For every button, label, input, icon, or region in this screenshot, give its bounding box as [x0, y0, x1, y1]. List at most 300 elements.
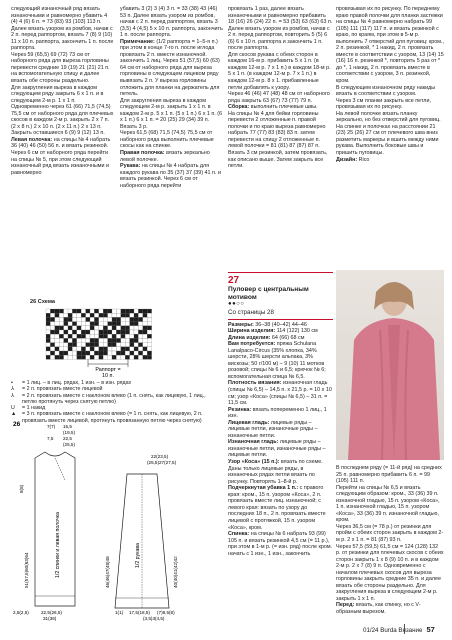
chart-cell — [50, 351, 54, 355]
chart-cell — [143, 334, 147, 338]
chart-cell — [99, 330, 103, 334]
chart-cell — [68, 355, 72, 359]
chart-cell — [46, 343, 50, 347]
chart-cell — [81, 317, 85, 321]
chart-cell — [55, 322, 59, 326]
chart-cell — [64, 343, 68, 347]
chart-cell — [99, 343, 103, 347]
chart-cell — [147, 330, 151, 334]
paragraph — [228, 439, 333, 459]
chart-cell — [59, 338, 63, 342]
chart-cell — [125, 317, 129, 321]
paragraph — [336, 544, 444, 603]
paragraph — [120, 98, 223, 124]
chart-cell — [59, 334, 63, 338]
paragraph — [228, 341, 333, 380]
chart-cell — [50, 347, 54, 351]
chart-cell — [99, 338, 103, 342]
paragraph — [228, 26, 333, 52]
chart-cell — [94, 330, 98, 334]
chart-cell — [103, 309, 107, 313]
paragraph-text: Для закругления выреза в каждом следующем 2-м р. закрыть 1 х 1 п. в каждом 2-м р. 5 х 1 п. (5 х 1 п.) 6 х 1 п. (6 х 1 п.) 6 х 1 п. = 20 (25) 29 (34) 39 п. — [120, 97, 223, 124]
paragraph — [336, 98, 444, 111]
svg-text:22(23,5): 22(23,5) — [151, 454, 169, 459]
chart-cell — [50, 334, 54, 338]
paragraph — [11, 104, 115, 137]
chart-cell — [81, 347, 85, 351]
svg-text:(7)9,5(8): (7)9,5(8) — [157, 610, 175, 615]
paragraph — [336, 6, 444, 85]
legend-symbol-icon: U — [11, 405, 15, 412]
paragraph-text: Rico — [357, 156, 370, 163]
chart-cell — [81, 322, 85, 326]
paragraph — [11, 52, 115, 85]
paragraph — [336, 602, 444, 615]
chart-cell — [134, 317, 138, 321]
paragraph-heading: Плотность вязания: — [228, 380, 282, 387]
chart-cell — [138, 334, 142, 338]
chart-cell — [138, 347, 142, 351]
chart-cell — [90, 330, 94, 334]
chart-cell — [121, 355, 125, 359]
chart-cell — [86, 309, 90, 313]
chart-cell — [46, 309, 50, 313]
svg-text:15,5: 15,5 — [63, 424, 72, 429]
pattern-27-section — [228, 270, 333, 557]
paragraph-heading: Сборка: — [228, 104, 250, 111]
paragraph-heading: Подчеркнутая убавка 1 п.: — [228, 485, 299, 492]
chart-cell — [116, 338, 120, 342]
chart-cell — [64, 313, 68, 317]
chart-cell — [64, 326, 68, 330]
chart-cell — [50, 317, 54, 321]
pattern-diagram — [11, 418, 226, 628]
issue-label: 01/24 Burda Вязание — [363, 627, 423, 634]
paragraph-text: с правого края: кром., 15 п. узором «Коса», 2 п. провязать вместе лиц. изнаночной; с левого края: вязать по узору до последних 18 п., 2 п. провязать вместе лицевой с протяжкой, 15 п. узором «Коса», кром. — [228, 485, 326, 531]
chart-cell — [59, 309, 63, 313]
chart-cell — [138, 309, 142, 313]
paragraph — [228, 420, 333, 440]
chart-cell — [134, 334, 138, 338]
paragraph — [336, 524, 444, 544]
paragraph — [336, 124, 444, 157]
paragraph-text: на спицы № 6 набрать 93 (99) 105 п. и вязать резинкой 4,5 см (= 11 р.), при этом в 1-м р. (= изн. ряд) после кром. начать с 1 изн., 1 изн., закончить — [228, 531, 333, 557]
text-column-2 — [120, 6, 223, 189]
chart-cell — [121, 351, 125, 355]
paragraph-text: 36–38 (40–42) 44–46 — [253, 321, 307, 328]
schema-title: 26 Схема — [30, 299, 55, 305]
chart-cell — [50, 309, 54, 313]
chart-cell — [112, 351, 116, 355]
chart-cell — [46, 355, 50, 359]
chart-cell — [81, 351, 85, 355]
chart-cell — [116, 322, 120, 326]
chart-cell — [147, 322, 151, 326]
chart-cell — [99, 347, 103, 351]
chart-cell — [46, 317, 50, 321]
chart-cell — [59, 317, 63, 321]
chart-cell — [94, 351, 98, 355]
chart-cell — [112, 334, 116, 338]
chart-cell — [46, 351, 50, 355]
svg-text:40(40)41(42)42: 40(40)41(42)42 — [173, 556, 178, 588]
chart-cell — [134, 330, 138, 334]
chart-cell — [81, 355, 85, 359]
chart-cell — [90, 313, 94, 317]
legend-text: = 1 лиц. – в лиц. рядах, 1 изн. – в изн. рядах — [22, 380, 132, 386]
chart-cell — [94, 334, 98, 338]
pattern-27-instructions — [228, 322, 333, 558]
chart-cell — [64, 309, 68, 313]
chart-cell — [68, 330, 72, 334]
chart-cell — [68, 322, 72, 326]
chart-cell — [134, 313, 138, 317]
paragraph-text: На спинке и полочках на расстоянии 21 (23) 25 (26) 27 см от плечевого шва вниз разметить маркеры и вшить между ними рукава. Выполнить боковые швы и пришить пуговицы. — [336, 123, 439, 157]
chart-cell — [108, 330, 112, 334]
chart-cell — [138, 317, 142, 321]
paragraph-text: 64 (66) 68 см — [270, 334, 305, 341]
paragraph-text: Для закругления выреза в каждом следующем ряду закрыть 6 х 1 п. и в следующем 2-м р. 1 х 1 п. — [11, 84, 104, 104]
paragraph — [228, 459, 333, 485]
chart-cell — [112, 309, 116, 313]
paragraph-text: Через 59 (65,5) 69 (72) 73 см от наборного ряда для выреза горловины перевести средние 19 (19) 21 (21) 21 п. на вспомогательную спицу и далее вязать обе стороны раздельно. — [11, 51, 110, 85]
chart-cell — [68, 313, 72, 317]
chart-cell — [59, 355, 63, 359]
knitting-chart — [36, 307, 186, 384]
chart-cell — [125, 338, 129, 342]
chart-cell — [99, 326, 103, 330]
chart-cell — [103, 347, 107, 351]
chart-cell — [59, 351, 63, 355]
paragraph — [336, 465, 444, 485]
chart-cell — [81, 326, 85, 330]
paragraph-text: на спицы № 4 набрать 36 (40) 46 (50) 56 п. и вязать резинкой. — [11, 136, 111, 150]
chart-cell — [147, 343, 151, 347]
chart-cell — [121, 334, 125, 338]
chart-cell — [68, 309, 72, 313]
chart-cell — [108, 313, 112, 317]
chart-cell — [125, 330, 129, 334]
paragraph-heading: Ширина изделия: — [228, 328, 276, 335]
chart-cell — [130, 351, 134, 355]
paragraph-text: 114 (122) 130 см — [275, 328, 318, 335]
chart-cell — [130, 338, 134, 342]
paragraph — [120, 130, 223, 150]
text-column-4 — [336, 6, 444, 163]
chart-cell — [55, 338, 59, 342]
chart-cell — [72, 351, 76, 355]
legend-text: = 2 п. провязать вместе с наклоном влево (1 п. снять, как лицевую, 1 лиц., петлю протянуть через снятую петлю) — [22, 392, 206, 405]
chart-cell — [68, 317, 72, 321]
paragraph — [228, 407, 333, 420]
chart-cell — [112, 317, 116, 321]
chart-cell — [125, 326, 129, 330]
chart-cell — [143, 351, 147, 355]
difficulty-level: ●●○○ — [228, 301, 245, 307]
chart-cell — [55, 317, 59, 321]
paragraph — [120, 150, 223, 163]
chart-cell — [50, 322, 54, 326]
chart-cell — [55, 347, 59, 351]
chart-cell — [68, 326, 72, 330]
paragraph — [228, 531, 333, 557]
paragraph — [11, 150, 115, 176]
chart-cell — [103, 322, 107, 326]
chart-cell — [138, 338, 142, 342]
paragraph-text: Через 3 см планки закрыть все петли, провязывая их по рисунку. — [336, 97, 431, 111]
paragraph — [228, 91, 333, 104]
chart-cell — [81, 338, 85, 342]
chart-cell — [112, 330, 116, 334]
paragraph-text: лицевые ряды – изнаночные петли, изнаночные ряды – лицевые петли. — [228, 439, 326, 459]
chart-cell — [72, 347, 76, 351]
paragraph-text: провязывая их по рисунку. По переднему краю правой полочки для планки застежки на спицы № 4 равномерно набрать 99 (105) 111 (117) 117 п. и вязать резинкой с краю, по краям, при этом в 5-м р. выполнить 7 отверстий для пуговиц: кром., 2 п. резинкой, * 1 накид, 2 п. провязать вместе в соответствии с узором, 13 (14) 15 (16) 16 п. резинкой *, повторить 5 раз от * до *, 1 накид, 2 п. провязать вместе в соответствии с узором, 3 п. резинкой, кром. — [336, 6, 444, 85]
chart-cell — [46, 347, 50, 351]
legend-text: = 1 накид — [22, 405, 46, 412]
model-photo — [336, 270, 444, 460]
paragraph-text: Для скосов рукава с обеих сторон в каждом 16-м р. прибавить 5 х 1 п. (в каждом 12-м р. 7 х 1 п.) в каждом 18-м р. 5 х 1 п. (в каждом 12-м р. 7 х 1 п.) в каждом 12-м р. 8 х 1. прибавленные петли добавлять к узору. — [228, 51, 331, 91]
paragraph-heading: Перед: — [336, 602, 355, 609]
svg-text:1(1): 1(1) — [115, 610, 124, 615]
chart-cell — [147, 351, 151, 355]
chart-cell — [138, 355, 142, 359]
paragraph-text: На левой полочке вязать планку зеркально, но без отверстий для пуговиц. — [336, 110, 441, 124]
chart-cell — [72, 355, 76, 359]
chart-cell — [59, 347, 63, 351]
chart-cell — [55, 330, 59, 334]
chart-cell — [147, 309, 151, 313]
paragraph-text: Через 46 (46) 47 (48) 48 см от наборного ряда закрыть 63 (67) 73 (77) 79 п. — [228, 91, 330, 104]
svg-text:(25,5): (25,5) — [63, 442, 76, 447]
pattern-diagram-svg — [11, 418, 226, 623]
front-height: 51(57,5)60(63)64 — [24, 552, 29, 588]
chart-cell — [121, 330, 125, 334]
paragraph-text: Через 6 см от наборного ряда перейти на спицы № 5, при этом следующий изнаночный ряд вязать изнаночными и равномерно — [11, 150, 110, 176]
paragraph-text: В следующем изнаночном ряду накиды вязать в соответствии с узором. — [336, 84, 436, 98]
chart-cell — [77, 334, 81, 338]
paragraph-heading: Примечание: — [120, 38, 155, 45]
chart-cell — [103, 317, 107, 321]
chart-cell — [86, 322, 90, 326]
paragraph-heading: Спинка: — [228, 531, 250, 538]
chart-cell — [112, 326, 116, 330]
chart-cell — [99, 309, 103, 313]
paragraph — [228, 6, 333, 26]
chart-cell — [143, 355, 147, 359]
paragraph-text: убавить 3 (2) 3 (4) 3 п. = 33 (38) 43 (46) 53 п. Далее вязать узором из ромбов, начав с 2 п. перед раппортом, вязать 3 (3,5) 4 (4,5) 5 х 10 п. раппорта, закончить 1 п. после раппорта. — [120, 6, 223, 39]
chart-cell — [99, 317, 103, 321]
paragraph-text: выполнить плечевые швы. — [249, 104, 318, 111]
chart-cell — [94, 326, 98, 330]
chart-cell — [138, 313, 142, 317]
chart-cell — [108, 309, 112, 313]
chart-cell — [125, 343, 129, 347]
front-label: 1/2 спинки и левая полочка — [55, 512, 61, 578]
chart-cell — [134, 347, 138, 351]
paragraph — [228, 111, 333, 170]
paragraph-heading: Правая полочка: — [120, 150, 165, 157]
chart-cell — [143, 317, 147, 321]
chart-cell — [121, 338, 125, 342]
chart-cell — [112, 347, 116, 351]
chart-cell — [108, 322, 112, 326]
chart-cell — [50, 338, 54, 342]
chart-cell — [125, 334, 129, 338]
chart-cell — [130, 334, 134, 338]
paragraph-text: следующий изнаночный ряд вязать изнаночными и равномерно убавить 4 (4) 4 (6) 6 п. = 73 (83) 93 (103) 113 п. — [11, 6, 108, 26]
paragraph-text: вязать, как спинку, но с V-образным вырезом. — [336, 602, 421, 616]
chart-cell — [138, 322, 142, 326]
chart-cell — [116, 313, 120, 317]
chart-cell — [64, 330, 68, 334]
chart-cell — [59, 313, 63, 317]
section-rule — [228, 272, 333, 273]
paragraph-text: провязать 1 раз, далее вязать изнаночными и равномерно прибавить 18 (16) 26 (24) 22 п. = 53 (53) 63 (63) 63 п. — [228, 6, 333, 26]
chart-cell — [138, 326, 142, 330]
chart-cell — [121, 322, 125, 326]
chart-cell — [134, 309, 138, 313]
chart-cell — [50, 355, 54, 359]
chart-cell — [130, 343, 134, 347]
paragraph-text: Далее вязать узором из ромбов, начав с 2 п. перед раппортом, вязать 7 (8) 9 (10) 11 х 10 п. раппорта, закончить 1 п. после раппорта. — [11, 25, 114, 52]
paragraph-text: изнаночная гладь (спицы № 6,5) – 14,5 п. x 21,5 р. = 10 х 10 см; узор «Коса» (спицы № 6,5) – 31 п. = 11,5 см. — [228, 380, 332, 407]
chart-cell — [130, 313, 134, 317]
chart-cell — [125, 313, 129, 317]
chart-cell — [138, 330, 142, 334]
chart-cell — [90, 355, 94, 359]
paragraph-heading: Лицевая гладь: — [228, 419, 270, 426]
pages-reference: Со страницы 28 — [228, 308, 274, 316]
chart-cell — [50, 330, 54, 334]
chart-cell — [86, 313, 90, 317]
svg-text:(25,5)27(27,5): (25,5)27(27,5) — [147, 460, 177, 465]
chart-cell — [116, 343, 120, 347]
chart-cell — [108, 326, 112, 330]
text-column-1 — [11, 6, 115, 176]
chart-cell — [90, 322, 94, 326]
chart-cell — [77, 338, 81, 342]
chart-cell — [77, 322, 81, 326]
paragraph-text: Через 57,5 (59,5) 61,5 см = 124 (128) 132 р. от резинки для плечевых скосов с обеих сторон закрыть 1 х 8 (9) 10 п. и в каждом 2-м р. 2 х 7 (8) 9 п. Одновременно с началом плечевых скосов для выреза горловины закрыть средние 35 п. и далее вязать обе стороны раздельно. Для закругления выреза в следующем 2-м р. закрыть 1 х 1 п. — [336, 543, 444, 602]
chart-cell — [55, 309, 59, 313]
chart-cell — [64, 355, 68, 359]
chart-cell — [121, 317, 125, 321]
chart-cell — [130, 309, 134, 313]
legend-symbol-icon: ⅄ — [11, 386, 15, 393]
svg-text:7,5: 7,5 — [47, 436, 54, 441]
chart-cell — [81, 343, 85, 347]
chart-cell — [99, 313, 103, 317]
paragraph — [336, 485, 444, 524]
paragraph — [228, 52, 333, 91]
chart-cell — [86, 334, 90, 338]
chart-cell — [72, 338, 76, 342]
chart-cell — [134, 355, 138, 359]
chart-cell — [143, 326, 147, 330]
chart-cell — [86, 330, 90, 334]
chart-cell — [143, 338, 147, 342]
legend-symbol-icon: ▪ — [11, 380, 13, 386]
chart-cell — [143, 313, 147, 317]
chart-cell — [50, 326, 54, 330]
chart-cell — [94, 347, 98, 351]
page-number: 57 — [426, 625, 435, 634]
chart-cell — [90, 326, 94, 330]
paragraph-text: Через 61,5 (68) 71,5 (74,5) 75,5 см от наборного ряда выполнить плечевые скосы как на спинке. — [120, 130, 214, 150]
paragraph-text: Вязать 3 р. — [120, 123, 148, 130]
paragraph-text: В последнем ряду (= 11-й ряд) на средних 25 п. равномерно прибавить 6 п. = 99 (105) 111 п. — [336, 465, 442, 485]
chart-cell — [147, 347, 151, 351]
chart-cell — [46, 313, 50, 317]
paragraph — [11, 6, 115, 26]
svg-text:17,5(18,5): 17,5(18,5) — [129, 610, 150, 615]
paragraph-text: На спицы № 4 для бейки горловины перевести 2 отложенные п. правой полочки и по краю выреза равномерно набрать 77 (77) 83 (83) 83 п. затем перевести на спицу 2 отложенные п. левой полочки = 81 (81) 87 (87) 87 п. Вязать 3 см резинкой, затем провязать, как описано выше. Затем закрыть все петли. — [228, 110, 328, 170]
chart-cell — [81, 334, 85, 338]
chart-cell — [108, 317, 112, 321]
chart-cell — [46, 334, 50, 338]
paragraph — [336, 85, 444, 98]
chart-cell — [55, 334, 59, 338]
chart-cell — [90, 338, 94, 342]
chart-cell — [130, 322, 134, 326]
chart-cell — [81, 330, 85, 334]
paragraph-text: Одновременно через 61 (66) 71,5 (74,5) 75,5 см от наборного ряда для плечевых скосов в каждом 2-м р. закрыть 2 х 7 п. (2 х 8 п.) 2 х 10 п. (2 х 11 п.) 2 х 13 п. Закрыть оставшиеся 6 (9) 9 (12) 13 п. — [11, 104, 114, 137]
chart-cell — [72, 309, 76, 313]
chart-cell — [64, 322, 68, 326]
svg-text:7(7): 7(7) — [47, 424, 56, 429]
chart-cell — [121, 309, 125, 313]
paragraph-text: (1/2 раппорта = 1–5-я п.) при этом в конце 7-го п. после иглода провязать 2 п. вместе изнаночной. закончить 1 лиц. Через 51 (57,5) 60 (63) 64 см от наборного ряда для выреза горловины в следующем лицевом ряду вывязать 2 п. У выреза горловины отложить для планки на держатель для петель. — [120, 38, 220, 98]
svg-text:22,5(26,5): 22,5(26,5) — [41, 610, 62, 615]
chart-cell — [86, 343, 90, 347]
chart-cell — [90, 347, 94, 351]
chart-cell — [130, 330, 134, 334]
chart-cell — [108, 347, 112, 351]
chart-cell — [77, 355, 81, 359]
chart-cell — [77, 343, 81, 347]
paragraph-text: на спицы № 4 набрать для каждого рукава по 35 (37) 37 (39) 41 п. и вязать резинкой. Через 6 см от наборного ряда перейти — [120, 163, 221, 189]
chart-cell — [94, 338, 98, 342]
chart-cell — [50, 313, 54, 317]
chart-cell — [46, 330, 50, 334]
chart-cell — [147, 334, 151, 338]
chart-cell — [143, 309, 147, 313]
legend-text: = 3 п. провязать вместе с наклоном влево (= 1 п. снять, как лицевую, 2 п. провязать вместе лицевой, протянуть провязанную петлю через снятую) — [22, 411, 203, 424]
paragraph-text: Далее вязать узором из ромбов, начав с 2 п. перед раппортом, повторить 5 (5) 6 (6) 6 х 10 п. раппорта и закончить 1 п. после раппорта. — [228, 25, 330, 52]
chart-cell — [72, 317, 76, 321]
legend-text: = 2 п. провязать вместе лицевой — [22, 386, 103, 393]
chart-cell — [86, 351, 90, 355]
chart-cell — [90, 343, 94, 347]
legend-symbol-icon: ⅄ — [11, 392, 15, 399]
chart-cell — [112, 338, 116, 342]
chart-cell — [64, 338, 68, 342]
chart-cell — [94, 317, 98, 321]
paragraph — [336, 111, 444, 124]
chart-cell — [68, 343, 72, 347]
chart-cell — [59, 343, 63, 347]
paragraph-text: лицевые ряды – лицевые петли, изнаночные ряды – изнаночные петли. — [228, 419, 318, 439]
chart-cell — [134, 343, 138, 347]
chart-cell — [134, 351, 138, 355]
paragraph-heading: Узор «Коса» (15 п.): — [228, 459, 280, 466]
chart-cell — [103, 351, 107, 355]
svg-text:31(36): 31(36) — [43, 616, 57, 621]
chart-cell — [103, 330, 107, 334]
chart-cell — [103, 313, 107, 317]
pattern-title: Пуловер с центральным мотивом — [228, 286, 309, 301]
chart-cell — [59, 330, 63, 334]
